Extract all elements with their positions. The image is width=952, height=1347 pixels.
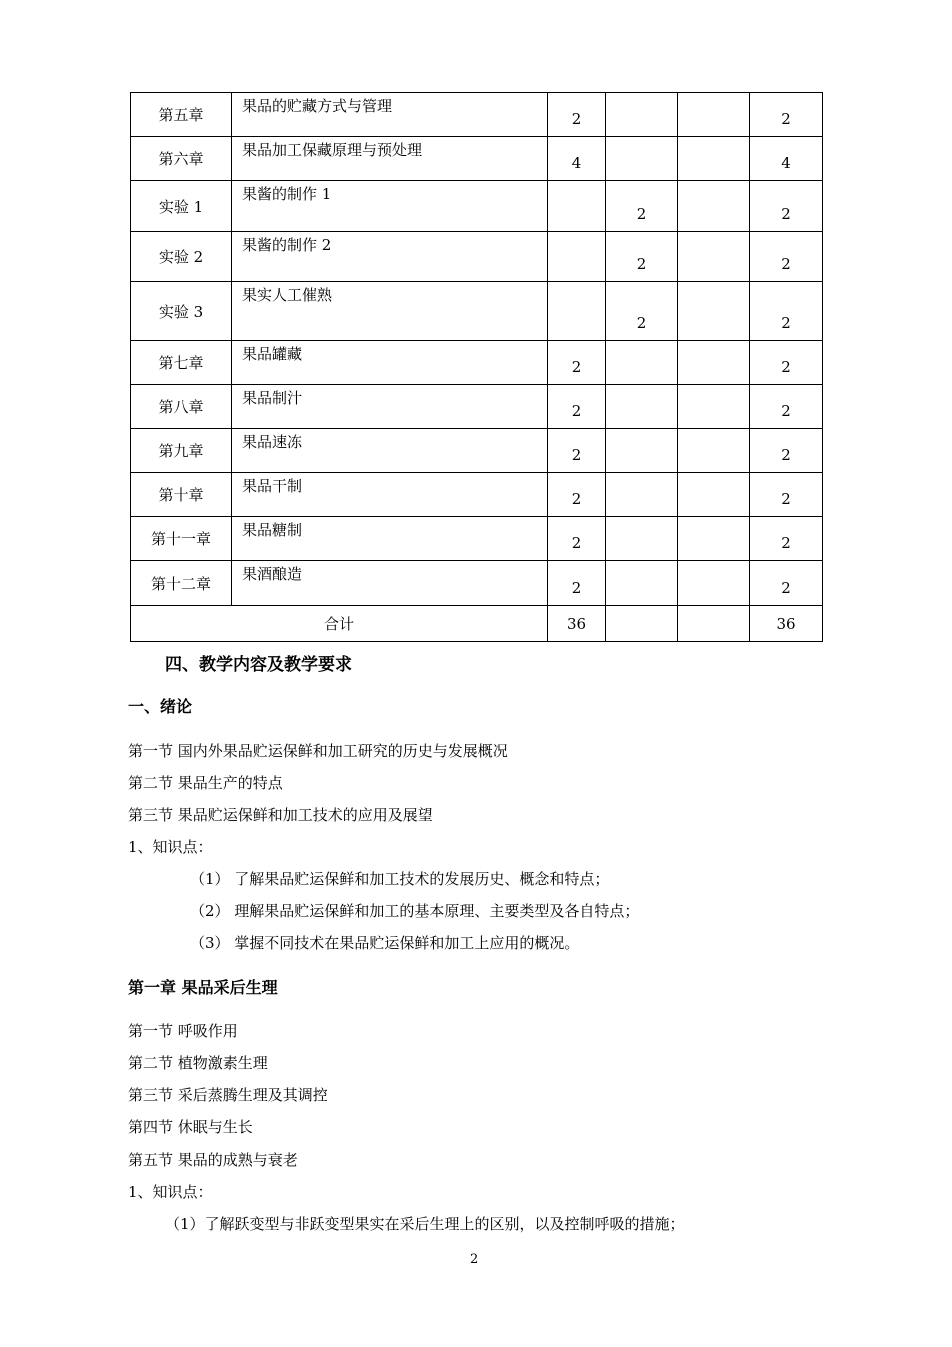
total-row	[131, 606, 823, 642]
section-heading: 四、教学内容及教学要求	[165, 655, 352, 675]
title-cell: 果实人工催熟	[232, 282, 548, 341]
total-hours-cell	[678, 606, 750, 642]
table-row	[131, 561, 823, 606]
lab-hours-cell	[606, 561, 678, 606]
lecture-hours-cell: 4	[548, 137, 606, 181]
lab-hours-cell	[606, 429, 678, 473]
total-hours-cell: 2	[750, 93, 823, 137]
intro-point-2: （2） 理解果品贮运保鲜和加工的基本原理、主要类型及各自特点；	[190, 902, 640, 920]
chapter-cell: 第七章	[131, 341, 232, 385]
chapter1-section-4: 第四节 休眠与生长	[128, 1118, 253, 1136]
other-hours-cell	[678, 181, 750, 232]
lecture-hours-cell: 2	[548, 385, 606, 429]
total-hours-cell: 2	[750, 473, 823, 517]
title-cell: 果品加工保藏原理与预处理	[232, 137, 548, 181]
intro-section-3: 第三节 果品贮运保鲜和加工技术的应用及展望	[128, 806, 433, 824]
table-row	[131, 429, 823, 473]
total-hours-cell: 2	[750, 561, 823, 606]
lab-hours-cell: 2	[606, 232, 678, 282]
total-hours-cell: 2	[750, 181, 823, 232]
lab-hours-cell	[606, 93, 678, 137]
lecture-hours-cell: 2	[548, 473, 606, 517]
page-number: 2	[470, 1252, 479, 1267]
chapter-cell: 实验 1	[131, 181, 232, 232]
title-cell: 果品速冻	[232, 429, 548, 473]
lecture-hours-cell: 2	[548, 561, 606, 606]
intro-point-3: （3） 掌握不同技术在果品贮运保鲜和加工上应用的概况。	[190, 934, 580, 952]
chapter1-point-1: （1）了解跃变型与非跃变型果实在采后生理上的区别，以及控制呼吸的措施；	[165, 1215, 685, 1233]
table-row	[131, 473, 823, 517]
table-row	[131, 385, 823, 429]
title-cell: 果酱的制作 1	[232, 181, 548, 232]
title-cell: 果酒酿造	[232, 561, 548, 606]
title-cell: 果酱的制作 2	[232, 232, 548, 282]
total-hours-cell: 2	[750, 282, 823, 341]
total-hours-cell: 36	[548, 606, 606, 642]
chapter1-knowledge-label: 1、知识点：	[128, 1183, 213, 1201]
chapter-cell: 第十二章	[131, 561, 232, 606]
total-hours-cell: 2	[750, 341, 823, 385]
lab-hours-cell	[606, 473, 678, 517]
table-row	[131, 232, 823, 282]
table-row	[131, 93, 823, 137]
title-cell: 果品干制	[232, 473, 548, 517]
intro-section-2: 第二节 果品生产的特点	[128, 774, 283, 792]
chapter1-section-1: 第一节 呼吸作用	[128, 1022, 238, 1040]
other-hours-cell	[678, 282, 750, 341]
lab-hours-cell	[606, 341, 678, 385]
lab-hours-cell	[606, 385, 678, 429]
chapter-cell: 第十一章	[131, 517, 232, 561]
intro-knowledge-label: 1、知识点：	[128, 838, 213, 856]
other-hours-cell	[678, 137, 750, 181]
title-cell: 果品制汁	[232, 385, 548, 429]
lecture-hours-cell: 2	[548, 341, 606, 385]
table-row	[131, 517, 823, 561]
total-hours-cell: 2	[750, 232, 823, 282]
title-cell: 果品罐藏	[232, 341, 548, 385]
chapter-cell: 实验 2	[131, 232, 232, 282]
table-row	[131, 181, 823, 232]
intro-point-1: （1） 了解果品贮运保鲜和加工技术的发展历史、概念和特点；	[190, 870, 610, 888]
chapter-cell: 第十章	[131, 473, 232, 517]
lecture-hours-cell	[548, 232, 606, 282]
other-hours-cell	[678, 385, 750, 429]
lab-hours-cell	[606, 137, 678, 181]
chapter-cell: 第六章	[131, 137, 232, 181]
course-hours-table	[130, 92, 823, 642]
chapter-cell: 实验 3	[131, 282, 232, 341]
other-hours-cell	[678, 341, 750, 385]
lecture-hours-cell: 2	[548, 93, 606, 137]
other-hours-cell	[678, 93, 750, 137]
total-hours-cell: 36	[750, 606, 823, 642]
lab-hours-cell: 2	[606, 181, 678, 232]
chapter1-section-2: 第二节 植物激素生理	[128, 1054, 268, 1072]
lecture-hours-cell: 2	[548, 517, 606, 561]
lecture-hours-cell	[548, 181, 606, 232]
other-hours-cell	[678, 232, 750, 282]
other-hours-cell	[678, 517, 750, 561]
other-hours-cell	[678, 561, 750, 606]
total-hours-cell: 2	[750, 429, 823, 473]
table-row	[131, 282, 823, 341]
lab-hours-cell	[606, 517, 678, 561]
chapter1-section-3: 第三节 采后蒸腾生理及其调控	[128, 1086, 328, 1104]
chapter1-heading: 第一章 果品采后生理	[128, 978, 278, 997]
other-hours-cell	[678, 429, 750, 473]
total-hours-cell: 2	[750, 517, 823, 561]
table-row	[131, 137, 823, 181]
lecture-hours-cell	[548, 282, 606, 341]
chapter-cell: 第九章	[131, 429, 232, 473]
intro-heading: 一、绪论	[128, 697, 193, 716]
chapter-cell: 第五章	[131, 93, 232, 137]
chapter-cell: 第八章	[131, 385, 232, 429]
other-hours-cell	[678, 473, 750, 517]
chapter1-section-5: 第五节 果品的成熟与衰老	[128, 1151, 298, 1169]
total-label: 合计	[131, 606, 548, 642]
title-cell: 果品的贮藏方式与管理	[232, 93, 548, 137]
total-hours-cell: 2	[750, 385, 823, 429]
title-cell: 果品糖制	[232, 517, 548, 561]
total-hours-cell	[606, 606, 678, 642]
table-row	[131, 341, 823, 385]
intro-section-1: 第一节 国内外果品贮运保鲜和加工研究的历史与发展概况	[128, 742, 508, 760]
lab-hours-cell: 2	[606, 282, 678, 341]
total-hours-cell: 4	[750, 137, 823, 181]
lecture-hours-cell: 2	[548, 429, 606, 473]
